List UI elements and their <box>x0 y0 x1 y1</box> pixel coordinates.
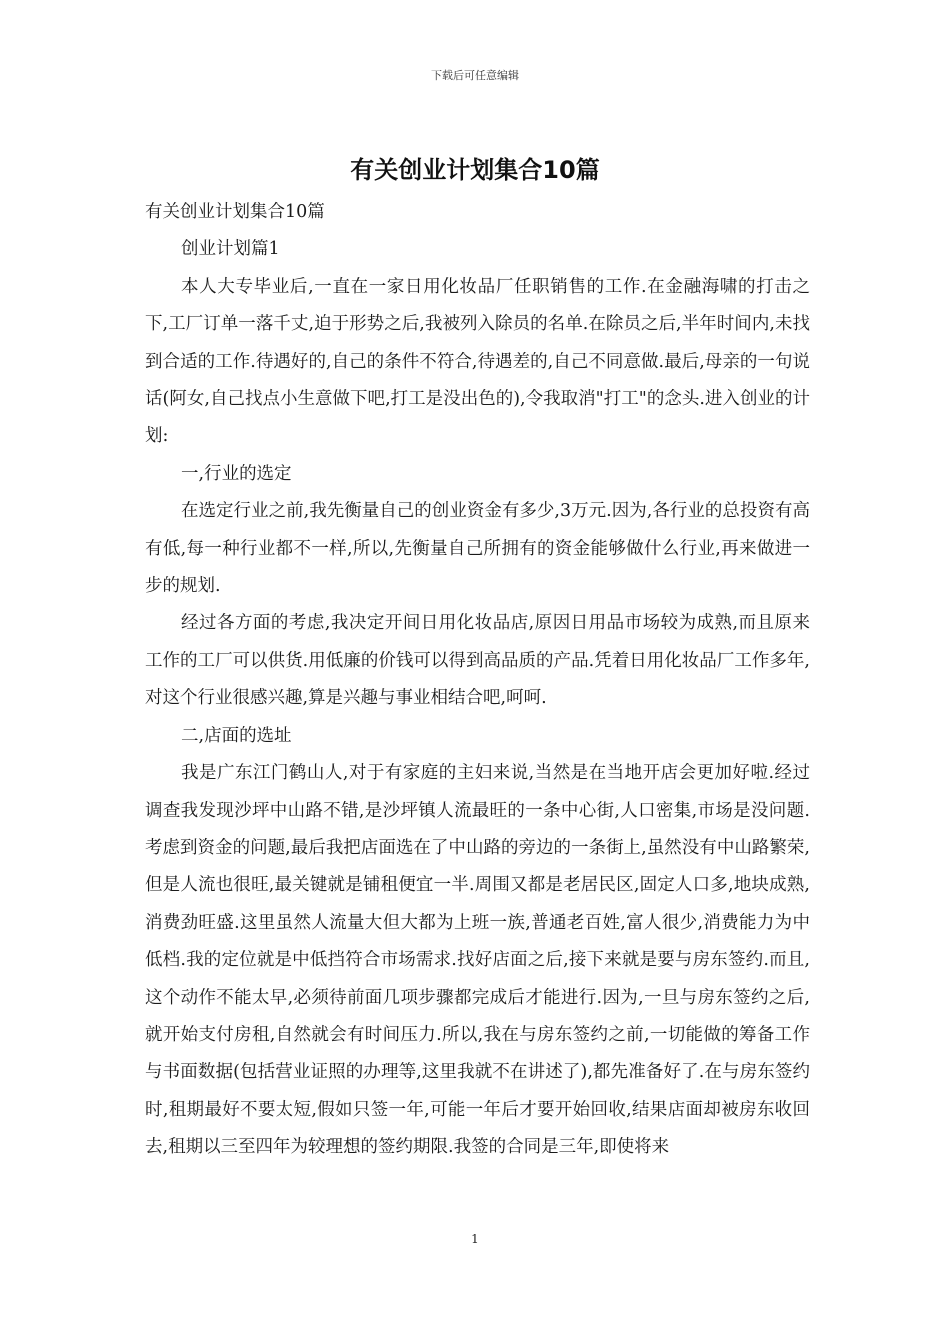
paragraph-subtitle: 有关创业计划集合10篇 <box>145 202 325 222</box>
paragraph-location-details: 我是广东江门鹤山人,对于有家庭的主妇来说,当然是在当地开店会更加好啦.经过调查我发现沙坪中山路不错,是沙坪镇人流最旺的一条中心街,人口密集,市场是没问题.考虑到资金的问题,最后我把店面选在了中山路的旁边的一条街上,虽然没有中山路繁荣,但是人流也很旺,最关键就是铺租便宜一半.周围又都是老居民区,固定人口多,地块成熟,消费劲旺盛.这里虽然人流量大但大都为上班一族,普通老百姓,富人很少,消费能力为中低档.我的定位就是中低挡符合市场需求.找好店面之后,接下来就是要与房东签约.而且,这个动作不能太早,必须待前面几项步骤都完成后才能进行.因为,一旦与房东签约之后,就开始支付房租,自然就会有时间压力.所以,我在与房东签约之前,一切能做的筹备工作与书面数据(包括营业证照的办理等,这里我就不在讲述了),都先准备好了.在与房东签约时,租期最好不要太短,假如只签一年,可能一年后才要开始回收,结果店面却被房东收回去,租期以三至四年为较理想的签约期限.我签的合同是三年,即使将来 <box>145 763 810 1158</box>
document-body <box>145 194 810 1167</box>
page-number: 1 <box>471 1232 479 1246</box>
header-note: 下载后可任意编辑 <box>431 69 519 82</box>
paragraph-heading-location: 二,店面的选址 <box>181 725 292 746</box>
document-title: 有关创业计划集合10篇 <box>350 156 600 184</box>
paragraph-heading-industry: 一,行业的选定 <box>181 463 292 484</box>
paragraph-section-heading: 创业计划篇1 <box>181 239 280 260</box>
paragraph-background: 本人大专毕业后,一直在一家日用化妆品厂任职销售的工作.在金融海啸的打击之下,工厂订单一落千丈,迫于形势之后,我被列入除员的名单.在除员之后,半年时间内,未找到合适的工作.待遇好的,自己的条件不符合,待遇差的,自己不同意做.最后,母亲的一句说话(阿女,自己找点小生意做下吧,打工是没出色的),令我取消"打工"的念头.进入创业的计划: <box>145 276 810 447</box>
paragraph-industry-decision: 经过各方面的考虑,我决定开间日用化妆品店,原因日用品市场较为成熟,而且原来工作的工厂可以供货.用低廉的价钱可以得到高品质的产品.凭着日用化妆品厂工作多年,对这个行业很感兴趣,算是兴趣与事业相结合吧,呵呵. <box>145 613 810 709</box>
paragraph-industry-capital: 在选定行业之前,我先衡量自己的创业资金有多少,3万元.因为,各行业的总投资有高有低,每一种行业都不一样,所以,先衡量自己所拥有的资金能够做什么行业,再来做进一步的规划. <box>145 501 810 597</box>
